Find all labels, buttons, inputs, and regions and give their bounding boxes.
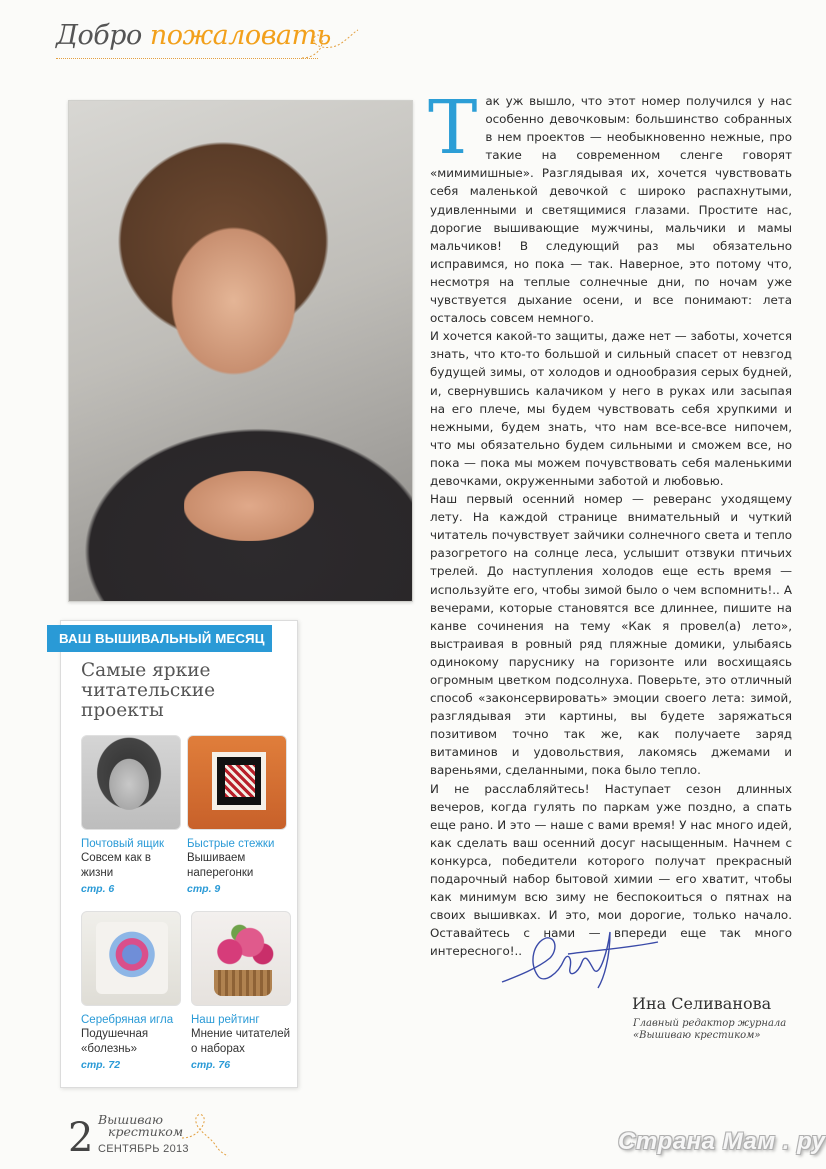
card-category: Серебряная игла <box>81 1014 174 1026</box>
article-paragraph-1: ак уж вышло, что этот номер получился у нас особенно девочковым: большинство собранных в нем проектов — необыкновенно нежные, про такие на современном сленге говорят «мимимишные». Разглядывая их, хочется чувствовать себя маленькой девочкой с широко распахнутыми, удивленными и светящимися глазами. Простите нас, дорогие вышивающие мужчины, мальчики и мамы мальчиков! В следующий раз мы обязательно исправимся, но пока — так. Наверное, это потому что, несмотря на теплые солнечные дни, по ночам уже чувствуется дыхание осени, и все понимают: лета осталось совсем немного. <box>430 94 792 326</box>
pillow-embroidery-thumbnail <box>81 911 181 1006</box>
card-page: стр. 76 <box>191 1059 231 1071</box>
page-title-part2: пожаловать <box>149 20 331 51</box>
magazine-logo <box>98 1114 183 1138</box>
sidebar-title: Самые яркие читательские проекты <box>81 660 216 721</box>
card-category: Наш рейтинг <box>191 1014 260 1026</box>
magazine-logo-line1: Вышиваю <box>98 1112 163 1127</box>
page-number: 2 <box>68 1115 94 1161</box>
card-page: стр. 9 <box>187 883 221 895</box>
editor-name: Ина Селиванова <box>632 994 772 1013</box>
card-description: Совсем как в жизни <box>81 852 151 879</box>
editor-photo <box>68 100 413 602</box>
basket-shape <box>214 970 272 996</box>
header-underline <box>56 58 318 59</box>
article-paragraph-3: Наш первый осенний номер — реверанс уходящему лету. На каждой странице внимательный и чуткий читатель почувствует зайчики солнечного света и тепло разогретого на солнце леса, услышит отзвуки птичьих трелей. До наступления холодов еще есть время — используйте его, чтобы зимой было о чем вспомнить!.. А вечерами, которые становятся все длиннее, пишите на канве сочинения на тему «Как я провел(а) лето», выстраивая в ровный ряд пляжные домики, улыбаясь одинокому паруснику на горизонте или восхищаясь огромным цветком подсолнуха. Поверьте, это отличный способ «законсервировать» эмоции своего лета: зимой, разглядывая эти картины, вы будете заряжаться позитивом точно так же, как получаете заряд витаминов и удовольствия, лакомясь джемами и вареньями, сделанными, пока было тепло. <box>430 492 792 778</box>
sidebar-banner: ВАШ ВЫШИВАЛЬНЫЙ МЕСЯЦ <box>47 625 272 652</box>
project-card-silver-needle[interactable] <box>81 911 181 1073</box>
card-page: стр. 72 <box>81 1059 121 1071</box>
article-paragraph-2: И хочется какой-то защиты, даже нет — заботы, хочется знать, что кто-то большой и сильный спасет от невзгод будущей зимы, от холодов и однообразия серых будней, и, свернувшись калачиком у него в руках или засыпая на его плече, мы будем чувствовать себя хрупкими и нежными, будем знать, что нам все-все-все нипочем, что мы обязательно будем сильными и сможем все, но пока — пока мы можем почувствовать себя маленькими девочками, окруженными заботой и любовью. <box>430 329 792 488</box>
monthly-projects-box <box>60 620 298 1088</box>
magazine-logo-line2: крестиком <box>108 1124 184 1139</box>
page-title <box>56 20 331 51</box>
project-card-mailbox[interactable] <box>81 735 181 897</box>
footer-curl-ornament <box>180 1108 230 1158</box>
flower-basket-thumbnail <box>191 911 291 1006</box>
project-card-rating[interactable] <box>191 911 291 1073</box>
issue-date: СЕНТЯБРЬ 2013 <box>98 1143 189 1155</box>
pillow-shape <box>96 922 168 994</box>
editor-role: Главный редактор журнала «Вышиваю крестиком» <box>633 1018 787 1041</box>
article-paragraph-4: И не расслабляйтесь! Наступает сезон длинных вечеров, когда гулять по паркам уже поздно, а спать еще рано. И это — наше с вами время! У нас много идей, как сделать ваш осенний досуг насыщенным. Начнем с конкурса, победители которого получат прекрасный подарочный набор бытовой химии — его хватит, чтобы как минимум всю зиму не беспокоиться о пятнах на своих вышивках. И это, мои дорогие, только начало. Оставайтесь с нами — впереди еще так много интересного!.. <box>430 781 792 959</box>
card-category: Почтовый ящик <box>81 838 165 850</box>
site-watermark: Страна Мам . ру <box>618 1128 826 1155</box>
portrait-embroidery-thumbnail <box>81 735 181 830</box>
card-category: Быстрые стежки <box>187 838 275 850</box>
card-page: стр. 6 <box>81 883 115 895</box>
card-description: Мнение читателей о наборах <box>191 1028 291 1055</box>
header-curl-ornament <box>300 26 360 62</box>
card-description: Вышиваем наперегонки <box>187 852 254 879</box>
editorial-article <box>428 85 792 961</box>
editor-signature <box>498 918 668 998</box>
framed-embroidery-thumbnail <box>187 735 287 830</box>
editor-photo-hands <box>184 471 314 541</box>
card-description: Подушечная «болезнь» <box>81 1028 149 1055</box>
dropcap: Т <box>428 85 478 171</box>
flowers-shape <box>210 924 276 970</box>
page-title-part1: Добро <box>56 20 150 51</box>
frame-inner <box>212 752 266 810</box>
project-card-quick-stitches[interactable] <box>187 735 287 897</box>
